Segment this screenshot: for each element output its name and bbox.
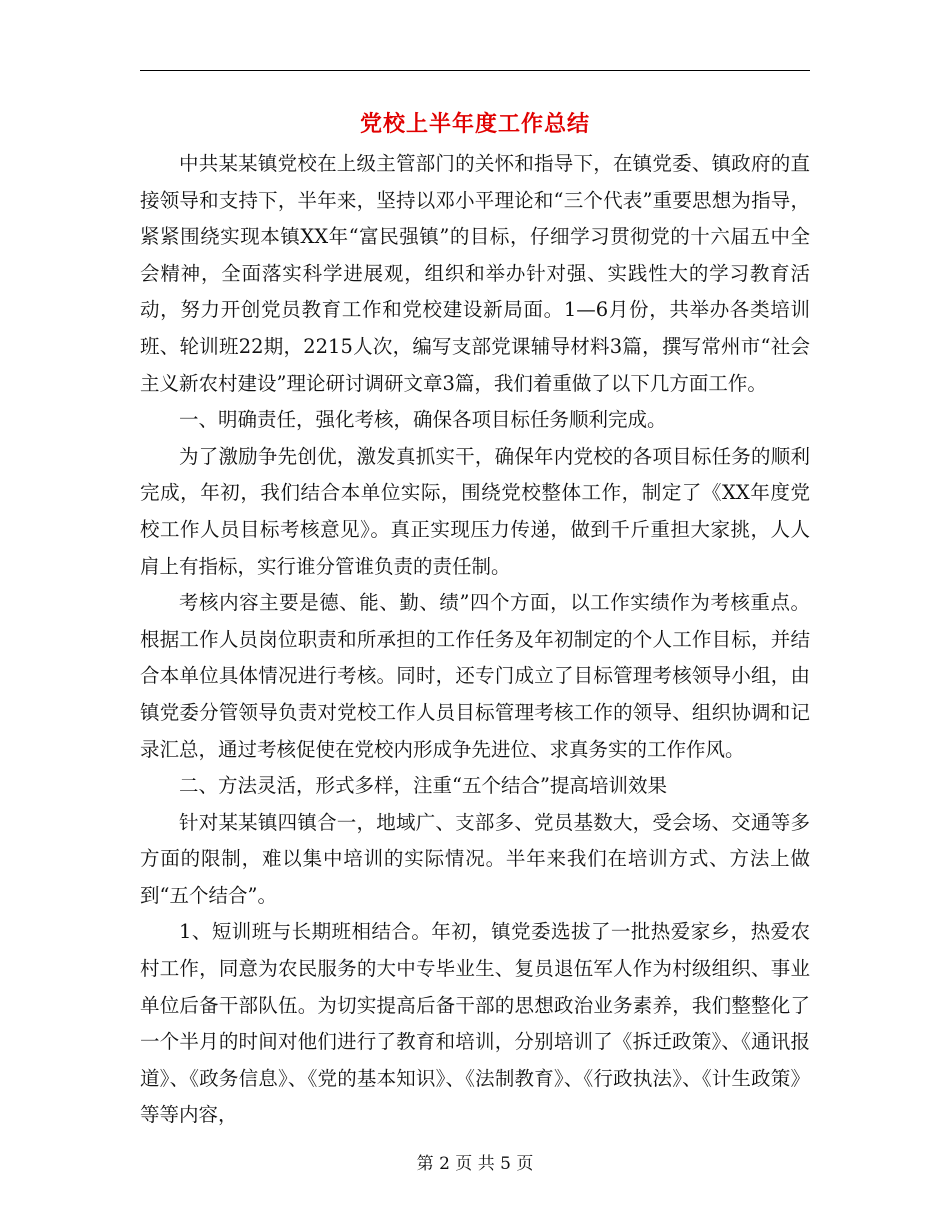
section-heading-2: 二、方法灵活，形式多样，注重“五个结合”提高培训效果 <box>179 774 667 798</box>
document-body <box>140 146 810 1134</box>
paragraph-assessment: 考核内容主要是德、能、勤、绩”四个方面，以工作实绩作为考核重点。根据工作人员岗位职责和所承担的工作任务及年初制定的个人工作目标，并结合本单位具体情况进行考核。同时，还专门成立了目标管理考核领导小组，由镇党委分管领导负责对党校工作人员目标管理考核工作的领导、组织协调和记录汇总，通过考核促使在党校内形成争先进位、求真务实的工作作风。 <box>140 591 810 761</box>
paragraph-intro: 中共某某镇党校在上级主管部门的关怀和指导下，在镇党委、镇政府的直接领导和支持下，半年来，坚持以邓小平理论和“三个代表”重要思想为指导，紧紧围绕实现本镇XX年“富民强镇”的目标，仔细学习贯彻党的十六届五中全会精神，全面落实科学进展观，组织和举办针对强、实践性大的学习教育活动，努力开创党员教育工作和党校建设新局面。1—6月份，共举办各类培训班、轮训班22期，2215人次，编写支部党课辅导材料3篇，撰写常州市“社会主义新农村建设”理论研讨调研文章3篇，我们着重做了以下几方面工作。 <box>140 152 810 395</box>
document-title: 党校上半年度工作总结 <box>359 111 590 137</box>
page-number-footer: 第 2 页 共 5 页 <box>416 1154 534 1174</box>
paragraph-short-training: 1、短训班与长期班相结合。年初，镇党委选拔了一批热爱家乡，热爱农村工作，同意为农民服务的大中专毕业生、复员退伍军人作为村级组织、事业单位后备干部队伍。为切实提高后备干部的思想政治业务素养，我们整整化了一个半月的时间对他们进行了教育和培训，分别培训了《拆迁政策》、《通讯报道》、《政务信息》、《党的基本知识》、《法制教育》、《行政执法》、《计生政策》等等内容， <box>140 920 810 1127</box>
paragraph-responsibility: 为了激励争先创优，激发真抓实干，确保年内党校的各项目标任务的顺利完成，年初，我们结合本单位实际，围绕党校整体工作，制定了《XX年度党校工作人员目标考核意见》。真正实现压力传递，做到千斤重担大家挑，人人肩上有指标，实行谁分管谁负责的责任制。 <box>140 444 810 578</box>
paragraph-methods: 针对某某镇四镇合一，地域广、支部多、党员基数大，受会场、交通等多方面的限制，难以集中培训的实际情况。半年来我们在培训方式、方法上做到“五个结合”。 <box>140 810 810 907</box>
section-heading-1: 一、明确责任，强化考核，确保各项目标任务顺利完成。 <box>179 408 667 432</box>
header-rule <box>140 70 810 71</box>
